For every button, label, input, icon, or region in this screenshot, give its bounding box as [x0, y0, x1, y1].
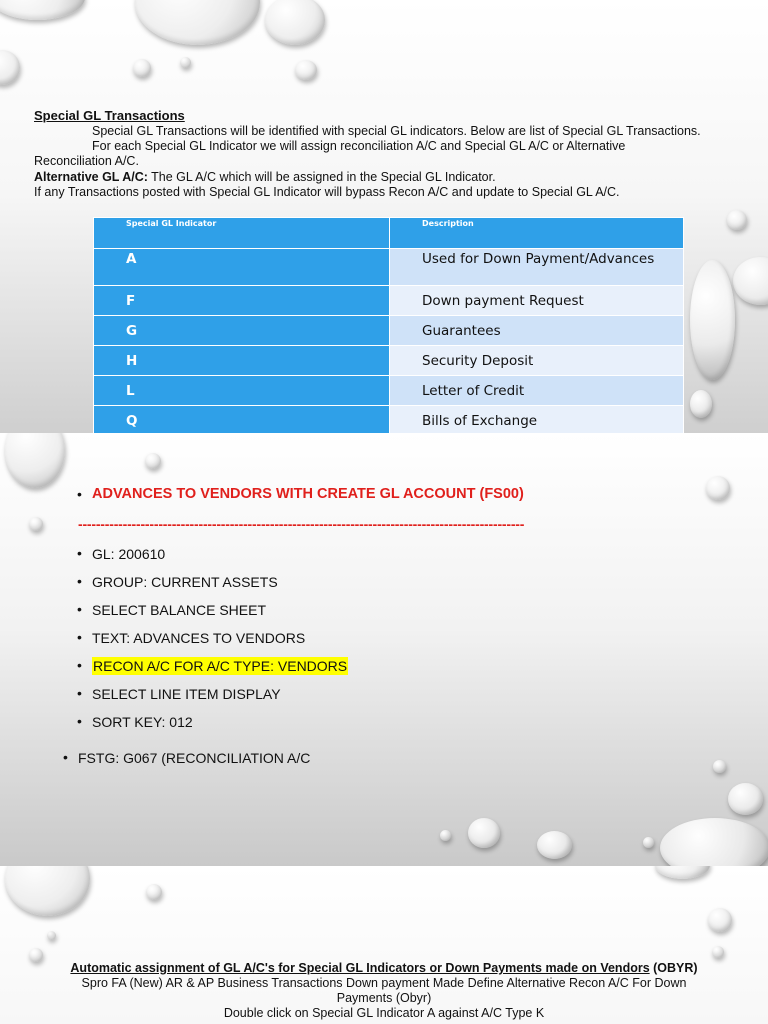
- water-drop-decoration: [0, 50, 20, 85]
- water-drop-decoration: [295, 60, 317, 80]
- assignment-title-underlined: Automatic assignment of GL A/C's for Special GL Indicators or Down Payments made on Vendors: [70, 961, 650, 975]
- water-drop-decoration: [180, 57, 191, 68]
- indicator-code: G: [94, 316, 390, 346]
- water-drop-decoration: [537, 831, 572, 859]
- water-drop-decoration: [468, 818, 500, 848]
- water-drop-decoration: [727, 210, 747, 230]
- list-item-balance-sheet: SELECT BALANCE SHEET: [92, 602, 267, 618]
- slide-title: ADVANCES TO VENDORS WITH CREATE GL ACCOUNT (FS00): [92, 486, 524, 502]
- bullet-dot: •: [77, 545, 82, 561]
- bullet-dot: •: [77, 657, 82, 673]
- table-row: [94, 249, 684, 286]
- water-drop-decoration: [265, 0, 325, 45]
- indicator-description: Security Deposit: [390, 346, 684, 376]
- special-gl-indicator-table: [93, 217, 684, 433]
- bullet-dot: •: [77, 685, 82, 701]
- water-drop-decoration: [643, 837, 654, 848]
- indicator-description: Bills of Exchange: [390, 406, 684, 434]
- water-drop-decoration: [29, 517, 43, 531]
- bullet-dot: •: [77, 629, 82, 645]
- water-drop-decoration: [690, 260, 735, 380]
- water-drop-decoration: [712, 946, 724, 958]
- list-item-recon-highlighted: RECON A/C FOR A/C TYPE: VENDORS: [93, 658, 348, 674]
- water-drop-decoration: [47, 931, 56, 940]
- indicator-code: F: [94, 286, 390, 316]
- table-row: [94, 286, 684, 316]
- list-item-gl-number: GL: 200610: [92, 546, 166, 562]
- column-header-description: Description: [390, 218, 684, 249]
- water-drop-decoration: [440, 830, 451, 841]
- indicator-description: Down payment Request: [390, 286, 684, 316]
- water-drop-decoration: [145, 453, 161, 469]
- table-row: [94, 406, 684, 434]
- slide-special-gl-transactions: [0, 0, 768, 433]
- water-drop-decoration: [728, 783, 763, 815]
- spro-path-line-2: Payments (Obyr): [336, 991, 432, 1005]
- water-drop-decoration: [655, 866, 710, 879]
- intro-line-1: Special GL Transactions will be identified with special GL indicators. Below are list of Special GL Transactions.: [92, 124, 701, 138]
- water-drop-decoration: [706, 476, 730, 500]
- assignment-tcode: (OBYR): [649, 961, 698, 975]
- indicator-description: Guarantees: [390, 316, 684, 346]
- table-header-row: [94, 218, 684, 249]
- list-item-line-item-display: SELECT LINE ITEM DISPLAY: [92, 686, 281, 702]
- water-drop-decoration: [0, 0, 85, 20]
- instruction-line: Double click on Special GL Indicator A against A/C Type K: [223, 1006, 545, 1020]
- alternative-gl-text: The GL A/C which will be assigned in the Special GL Indicator.: [147, 170, 496, 184]
- red-dashed-divider: ----------------------------------------------------------------------------------------------------: [78, 516, 525, 532]
- water-drop-decoration: [5, 433, 65, 488]
- intro-line-2: For each Special GL Indicator we will assign reconciliation A/C and Special GL A/C or Alternative: [92, 139, 626, 153]
- bullet-dot: •: [77, 573, 82, 589]
- section-heading: Special GL Transactions: [34, 108, 185, 123]
- water-drop-decoration: [133, 59, 151, 77]
- indicator-code: L: [94, 376, 390, 406]
- alternative-gl-definition: [34, 170, 496, 185]
- table-row: [94, 346, 684, 376]
- indicator-description: Letter of Credit: [390, 376, 684, 406]
- bypass-recon-line: If any Transactions posted with Special GL Indicator will bypass Recon A/C and update to Special GL A/C.: [34, 185, 620, 199]
- table-row: [94, 316, 684, 346]
- indicator-description: Used for Down Payment/Advances: [390, 249, 684, 286]
- bullet-dot: •: [77, 713, 82, 729]
- bullet-dot: •: [63, 749, 68, 765]
- list-item-text: TEXT: ADVANCES TO VENDORS: [92, 630, 306, 646]
- intro-line-3: Reconciliation A/C.: [34, 154, 139, 168]
- indicator-code: H: [94, 346, 390, 376]
- column-header-indicator: Special GL Indicator: [94, 218, 390, 249]
- list-item-fstg: FSTG: G067 (RECONCILIATION A/C: [78, 750, 311, 766]
- water-drop-decoration: [690, 390, 712, 418]
- bullet-dot: •: [77, 486, 82, 502]
- water-drop-decoration: [733, 257, 768, 305]
- assignment-title: [0, 961, 768, 976]
- water-drop-decoration: [708, 908, 732, 932]
- list-item-group: GROUP: CURRENT ASSETS: [92, 574, 278, 590]
- water-drop-decoration: [660, 818, 768, 866]
- alternative-gl-label: Alternative GL A/C:: [34, 170, 148, 184]
- bullet-dot: •: [77, 601, 82, 617]
- water-drop-decoration: [146, 884, 162, 900]
- water-drop-decoration: [135, 0, 260, 45]
- indicator-code: Q: [94, 406, 390, 434]
- indicator-code: A: [94, 249, 390, 286]
- table-row: [94, 376, 684, 406]
- spro-path-line-1: Spro FA (New) AR & AP Business Transactions Down payment Made Define Alternative Recon A/C For Down: [81, 976, 687, 990]
- water-drop-decoration: [29, 948, 43, 962]
- gl-settings-list: [0, 540, 768, 780]
- list-item-sort-key: SORT KEY: 012: [92, 714, 193, 730]
- water-drop-decoration: [5, 866, 90, 916]
